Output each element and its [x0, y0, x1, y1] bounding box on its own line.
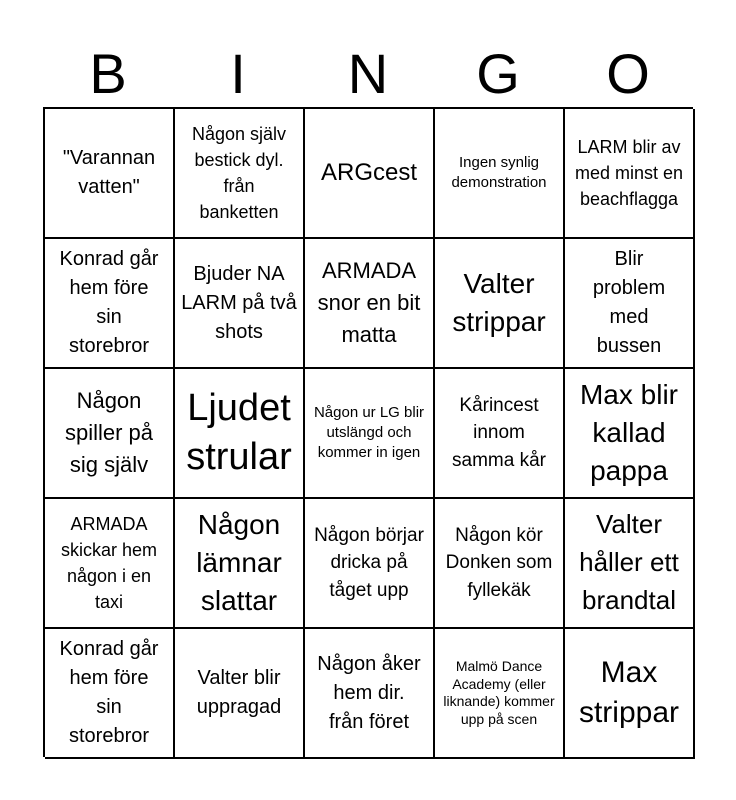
bingo-cell[interactable]: [175, 629, 305, 759]
bingo-cell[interactable]: [435, 499, 565, 629]
cell-text: Valter strippar: [452, 268, 546, 337]
cell-text: Kårincest innom samma kår: [452, 394, 546, 471]
cell-text: Valter håller ett brandtal: [579, 509, 679, 615]
bingo-cell[interactable]: [305, 629, 435, 759]
bingo-cell[interactable]: [435, 369, 565, 499]
bingo-cell[interactable]: [565, 629, 695, 759]
bingo-grid: [43, 107, 693, 757]
cell-text: Ingen synlig demonstration: [451, 153, 547, 191]
cell-text: LARM blir av med minst en beachflagga: [574, 136, 684, 210]
cell-text: Blir problem med bussen: [592, 248, 666, 357]
bingo-cell[interactable]: [45, 239, 175, 369]
bingo-cell[interactable]: [305, 239, 435, 369]
bingo-cell[interactable]: [45, 499, 175, 629]
cell-text: Någon spiller på sig själv: [64, 388, 154, 477]
bingo-cell[interactable]: [45, 629, 175, 759]
header-letter-g: G: [476, 42, 520, 105]
cell-text: ARMADA skickar hem någon i en taxi: [60, 513, 158, 613]
bingo-cell[interactable]: [175, 369, 305, 499]
cell-text: Någon kör Donken som fyllekäk: [445, 524, 553, 601]
cell-text: Någon ur LG blir utslängd och kommer in igen: [313, 403, 425, 462]
cell-text: Valter blir uppragad: [196, 667, 282, 718]
bingo-cell[interactable]: [45, 369, 175, 499]
cell-text: Max strippar: [578, 655, 680, 729]
header-letter-i: I: [230, 42, 246, 105]
cell-text: ARGcest: [320, 158, 418, 186]
bingo-cell[interactable]: [175, 239, 305, 369]
bingo-cell[interactable]: [305, 499, 435, 629]
cell-text: Någon börjar dricka på tåget upp: [314, 524, 424, 601]
cell-text: Konrad går hem före sin storebror: [59, 638, 159, 747]
cell-text: Någon lämnar slattar: [196, 509, 282, 616]
bingo-cell[interactable]: [565, 239, 695, 369]
bingo-cell[interactable]: [435, 629, 565, 759]
header-letter-n: N: [347, 42, 389, 105]
bingo-cell[interactable]: [305, 109, 435, 239]
bingo-header: [43, 40, 693, 108]
header-letter-b: B: [89, 42, 127, 105]
cell-text: "Varannan vatten": [62, 147, 156, 198]
cell-text: ARMADA snor en bit matta: [317, 258, 421, 347]
bingo-cell[interactable]: [565, 369, 695, 499]
cell-text: Någon själv bestick dyl. från banketten: [191, 123, 287, 223]
cell-text: Någon åker hem dir. från föret: [317, 652, 421, 733]
cell-text: Malmö Dance Academy (eller liknande) kommer upp på scen: [443, 658, 555, 727]
bingo-cell[interactable]: [435, 239, 565, 369]
cell-text: Bjuder NA LARM på två shots: [181, 262, 297, 343]
header-letter-o: O: [606, 42, 650, 105]
bingo-cell[interactable]: [175, 499, 305, 629]
cell-text: Konrad går hem före sin storebror: [59, 248, 159, 357]
bingo-cell[interactable]: [565, 499, 695, 629]
bingo-cell[interactable]: [435, 109, 565, 239]
bingo-cell[interactable]: [45, 109, 175, 239]
bingo-cell[interactable]: [565, 109, 695, 239]
cell-text: Ljudet strular: [186, 386, 292, 478]
bingo-cell[interactable]: [305, 369, 435, 499]
cell-text: Max blir kallad pappa: [579, 379, 678, 486]
bingo-cell[interactable]: [175, 109, 305, 239]
